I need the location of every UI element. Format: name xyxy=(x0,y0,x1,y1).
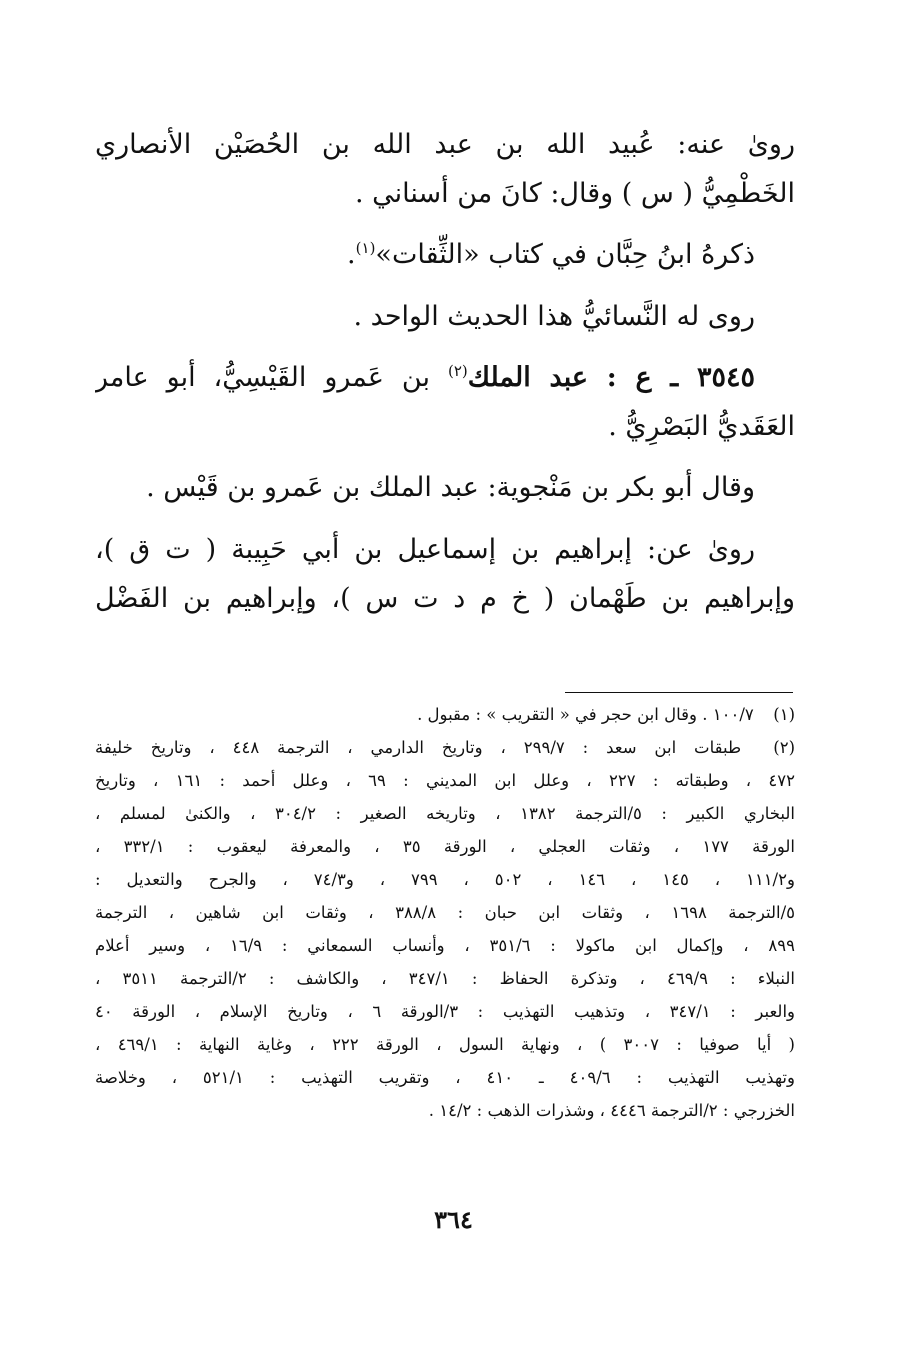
footnote-2 xyxy=(95,733,795,763)
footnote-2-line-3-text: البخاري الكبير : ٥/الترجمة ١٣٨٢ ، وتاريخه الصغير : ٣٠٤/٢ ، والكنىٰ لمسلم ، xyxy=(95,804,796,823)
text-line-3-end: . xyxy=(347,239,356,270)
footnote-2-line-5 xyxy=(95,865,839,895)
footnote-2-line-4-text: الورقة ١٧٧ ، وثقات العجلي ، الورقة ٣٥ ، والمعرفة ليعقوب : ٣٣٢/١ ، xyxy=(95,837,795,856)
text-line-3 xyxy=(95,231,795,279)
text-line-1-content: رویٰ عنه: عُبيد الله بن عبد الله بن الحُصَيْن الأنصاري xyxy=(95,129,795,160)
footnote-2-line-5-text: و١١١/٢ ، ١٤٥ ، ١٤٦ ، ٥٠٢ ، ٧٩٩ ، و٧٤/٣ ، والجرح والتعديل : xyxy=(95,870,795,889)
text-line-6-content: العَقَديُّ البَصْرِيُّ . xyxy=(608,411,795,442)
text-line-8 xyxy=(95,526,795,574)
footnote-2-number: (٢) xyxy=(773,738,795,757)
footnote-2-line-6 xyxy=(95,898,839,928)
text-line-4-content: روى له النَّسائيُّ هذا الحديث الواحد . xyxy=(353,301,755,332)
entry-heading: ٣٥٤٥ ـ ع : عبد الملك xyxy=(467,362,755,393)
footnote-2-line-4 xyxy=(95,832,839,862)
footnote-2-line-11 xyxy=(95,1063,839,1093)
text-line-9-content: وإبراهيم بن طَهْمان ( خ م د ت س )، وإبراهيم بن الفَضْل xyxy=(95,583,795,614)
footnote-2-line-2 xyxy=(95,766,839,796)
text-line-5-rest: بن عَمرو القَيْسِيُّ، أبو عامر xyxy=(95,362,430,393)
text-line-5 xyxy=(95,354,795,402)
footnote-2-line-12 xyxy=(95,1096,839,1126)
text-line-7-content: وقال أبو بكر بن مَنْجوية: عبد الملك بن عَمرو بن قَيْس . xyxy=(146,472,755,503)
text-line-6 xyxy=(95,403,795,451)
footnote-2-line-12-text: الخزرجي : ٢/الترجمة ٤٤٤٦ ، وشذرات الذهب : ١٤/٢ . xyxy=(428,1101,795,1120)
footnote-2-line-7 xyxy=(95,931,839,961)
footnote-2-line-10 xyxy=(95,1030,839,1060)
footnote-1-lead: ١٠٠/٧ . xyxy=(702,705,754,724)
text-line-3-content: ذكرهُ ابنُ حِبَّان في كتاب «الثِّقات» xyxy=(375,239,755,270)
text-line-9 xyxy=(95,575,795,623)
footnote-2-line-7-text: ٨٩٩ ، وإكمال ابن ماكولا : ٣٥١/٦ ، وأنساب السمعاني : ١٦/٩ ، وسير أعلام xyxy=(95,936,795,955)
footnote-2-line-8 xyxy=(95,964,839,994)
footnote-1-number: (١) xyxy=(773,705,795,724)
footnote-2-line-11-text: وتهذيب التهذيب : ٤٠٩/٦ ـ ٤١٠ ، وتقريب التهذيب : ٥٢١/١ ، وخلاصة xyxy=(95,1068,795,1087)
footnote-2-line-10-text: ( أيا صوفيا : ٣٠٠٧ ) ، ونهاية السول ، الورقة ٢٢٢ ، وغاية النهاية : ٤٦٩/١ ، xyxy=(95,1035,795,1054)
footnote-2-line-2-text: ٤٧٢ ، وطبقاته : ٢٢٧ ، وعلل ابن المديني : ٦٩ ، وعلل أحمد : ١٦١ ، وتاريخ xyxy=(95,771,795,790)
text-line-8-content: رویٰ عن: إبراهيم بن إسماعيل بن أبي حَبِيبة ( ت ق )، xyxy=(95,534,755,565)
footnote-2-line-6-text: ٥/الترجمة ١٦٩٨ ، وثقات ابن حبان : ٣٨٨/٨ ، وثقات ابن شاهين ، الترجمة xyxy=(95,903,795,922)
page-number: ٣٦٤ xyxy=(434,1205,473,1234)
footnote-ref-1: (١) xyxy=(355,239,376,257)
footnote-2-line-3 xyxy=(95,799,839,829)
footnote-2-line-9-text: والعبر : ٣٤٧/١ ، وتذهيب التهذيب : ٣/الورقة ٦ ، وتاريخ الإسلام ، الورقة ٤٠ xyxy=(95,1002,795,1021)
footnote-1-text: وقال ابن حجر في « التقريب » : مقبول . xyxy=(417,705,697,724)
text-line-7 xyxy=(95,464,795,512)
text-line-1 xyxy=(95,121,795,169)
text-line-2-content: الخَطْمِيُّ ( س ) وقال: كانَ من أسناني . xyxy=(354,178,795,209)
footnote-2-text: طبقات ابن سعد : ٢٩٩/٧ ، وتاريخ الدارمي ، الترجمة ٤٤٨ ، وتاريخ خليفة xyxy=(95,738,742,757)
footnote-2-line-8-text: النبلاء : ٤٦٩/٩ ، وتذكرة الحفاظ : ٣٤٧/١ ، والكاشف : ٢/الترجمة ٣٥١١ ، xyxy=(95,969,795,988)
footnote-1 xyxy=(95,700,795,730)
footnote-ref-2: (٢) xyxy=(447,362,468,380)
footnote-separator xyxy=(565,692,793,693)
text-line-2 xyxy=(95,170,795,218)
text-line-4 xyxy=(95,293,795,341)
footnote-2-line-9 xyxy=(95,997,839,1027)
